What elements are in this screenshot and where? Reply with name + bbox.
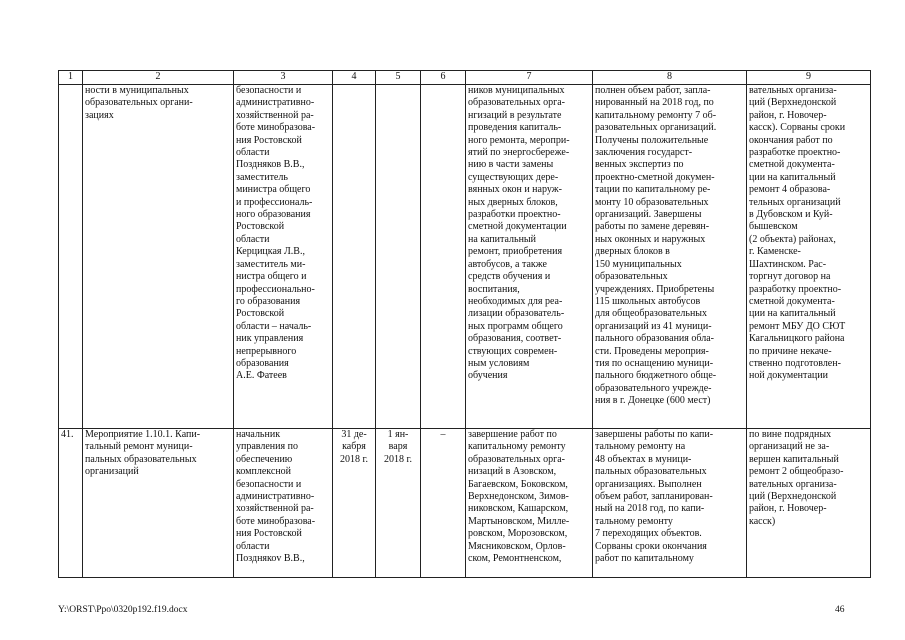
actual-result-cell: полнен объем работ, запла- нированный на 2018 год, по капитальному ремонту 7 об- разовательных организаций. Получены положительные заключения государст- венных экспертиз по проектно-сметной докумен- тации по капитальному ре- монту 10 образовательных организаций. Завершены работы по замене деревян- ных оконных и наружных дверных блоков в 150 муниципальных образовательных учреждениях. Приобретены 115 школьных автобусов для общеобразовательных организаций из 41 муници- пального образования обла- сти. Проведены мероприя- тия по оснащению муници- пального бюджетного обще- образовательного учрежде- ния в г. Донецке (600 мест) — [593, 85, 747, 429]
column-6-cell — [421, 85, 466, 429]
measure-name-cell: ности в муниципальных образовательных органи- зациях — [83, 85, 234, 429]
file-path-footer: Y:\ORST\Ppo\0320p192.f19.docx — [58, 605, 188, 615]
column-header: 3 — [234, 71, 333, 85]
column-header: 6 — [421, 71, 466, 85]
column-header: 8 — [593, 71, 747, 85]
executor-cell: безопасности и административно- хозяйственной ра- боте минобразова- ния Ростовской области Поздняков В.В., заместитель министра общего и профессиональ- ного образования Ростовской области Керцицкая Л.В., заместитель ми- нистра общего и профессионально- го образования Ростовской области – началь- ник управления непрерывного образования А.Е. Фатеев — [234, 85, 333, 429]
column-header: 7 — [466, 71, 593, 85]
column-6-cell: – — [421, 429, 466, 578]
page-number: 46 — [835, 605, 845, 615]
end-date-cell — [376, 85, 421, 429]
actual-result-cell: завершены работы по капи- тальному ремонту на 48 объектах в муници- пальных образовательных организациях. Выполнен объем работ, запланирован- ный на 2018 год, по капи- тальному ремонту 7 переходящих объектов. Сорваны сроки окончания работ по капитальному — [593, 429, 747, 578]
reasons-cell: по вине подрядных организаций не за- вершен капитальный ремонт 2 общеобразо- вательных организа- ций (Верхнедонской район, г. Новочер- касск) — [747, 429, 871, 578]
table-row — [59, 85, 871, 429]
column-header: 2 — [83, 71, 234, 85]
expected-result-cell: ников муниципальных образовательных орга- нгизаций в результате проведения капиталь- ного ремонта, меропри- ятий по энергосбереже- нию в части замены существующих дере- вянных окон и наруж- ных дверных блоков, разработки проектно- сметной документации на капитальный ремонт, приобретения автобусов, а также средств обучения и воспитания, необходимых для реа- лизации образователь- ных программ общего образования, соответ- ствующих современ- ным условиям обучения — [466, 85, 593, 429]
measure-name-cell: Мероприятие 1.10.1. Капи- тальный ремонт муници- пальных образовательных организаций — [83, 429, 234, 578]
column-header: 4 — [333, 71, 376, 85]
end-date-cell: 1 ян- варя 2018 г. — [376, 429, 421, 578]
expected-result-cell: завершение работ по капитальному ремонту образовательных орга- низаций в Азовском, Багаевском, Боковском, Верхнедонском, Зимов- никовском, Кашарском, Мартыновском, Милле- ровском, Морозовском, Мясниковском, Орлов- ском, Ремонтненском, — [466, 429, 593, 578]
column-header: 1 — [59, 71, 83, 85]
header-row — [59, 71, 871, 85]
report-table — [58, 70, 871, 578]
column-header: 9 — [747, 71, 871, 85]
report-sheet — [58, 70, 870, 578]
start-date-cell — [333, 85, 376, 429]
reasons-cell: вательных организа- ций (Верхнедонской район, г. Новочер- касск). Сорваны сроки окончания работ по разработке проектно- сметной документа- ции на капитальный ремонт 4 образова- тельных организаций в Дубовском и Куй- бышевском (2 объекта) районах, г. Каменске- Шахтинском. Рас- торгнут договор на разработку проектно- сметной документа- ции на капитальный ремонт МБУ ДО СЮТ Кагальницкого района по причине некаче- ственно подготовлен- ной документации — [747, 85, 871, 429]
start-date-cell: 31 де- кабря 2018 г. — [333, 429, 376, 578]
row-number — [59, 85, 83, 429]
table-row — [59, 429, 871, 578]
executor-cell: начальник управления по обеспечению комплексной безопасности и административно- хозяйственной ра- боте минобразова- ния Ростовской области Позднякоv В.В., — [234, 429, 333, 578]
column-header: 5 — [376, 71, 421, 85]
row-number: 41. — [59, 429, 83, 578]
